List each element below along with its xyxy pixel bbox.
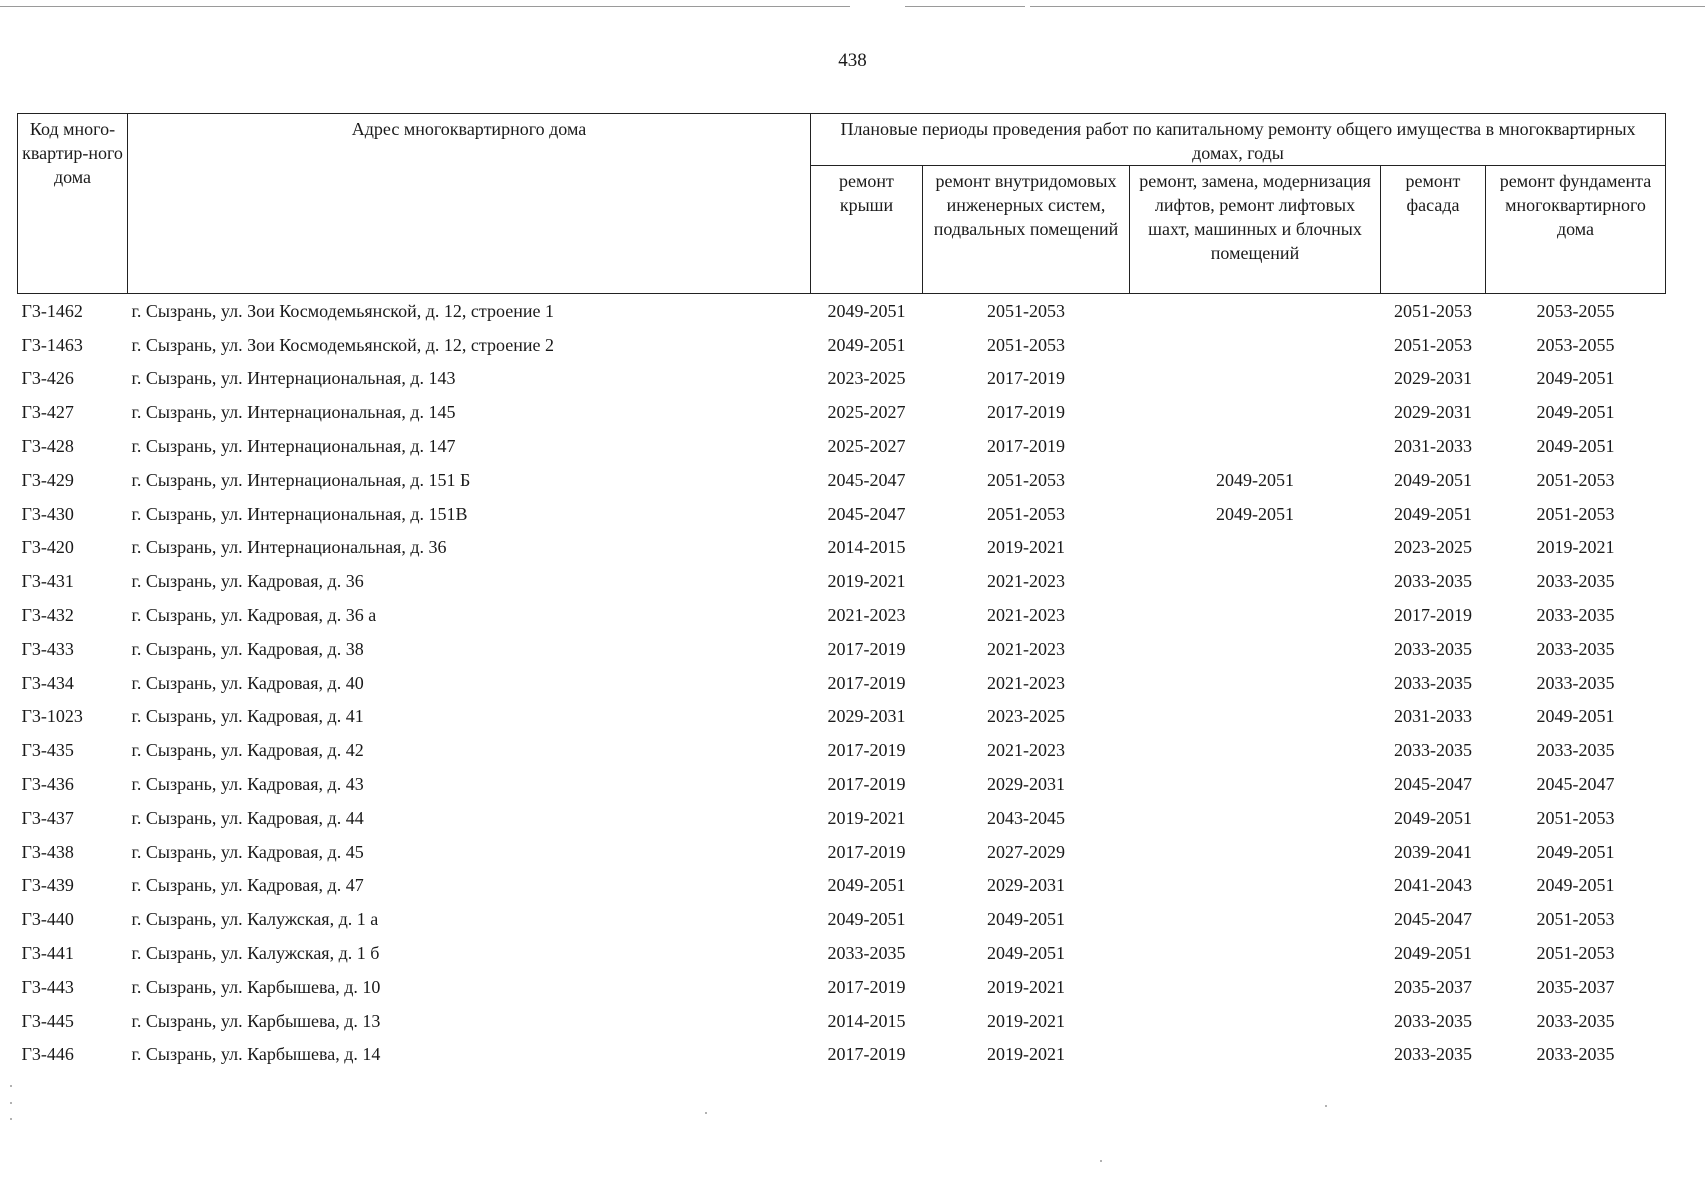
house-code: Г3-434 bbox=[21, 672, 74, 693]
house-code: Г3-429 bbox=[21, 469, 74, 490]
house-code: Г3-438 bbox=[21, 841, 74, 862]
house-code: Г3-441 bbox=[21, 943, 74, 964]
roof-repair-period: 2045-2047 bbox=[827, 469, 906, 490]
lift-repair-period bbox=[1130, 902, 1381, 936]
lift-repair-period bbox=[1130, 666, 1381, 700]
systems-repair-period: 2027-2029 bbox=[987, 841, 1065, 862]
table-row bbox=[18, 1038, 1666, 1072]
foundation-repair-period: 2033-2035 bbox=[1536, 571, 1615, 592]
house-address: г. Сызрань, ул. Кадровая, д. 41 bbox=[131, 706, 364, 727]
systems-repair-period: 2051-2053 bbox=[987, 334, 1065, 355]
systems-repair-period: 2051-2053 bbox=[987, 300, 1065, 321]
foundation-repair-period: 2035-2037 bbox=[1536, 976, 1615, 997]
table-row bbox=[18, 869, 1666, 903]
lift-repair-period bbox=[1130, 632, 1381, 666]
house-code: Г3-420 bbox=[21, 537, 74, 558]
roof-repair-period: 2049-2051 bbox=[827, 909, 906, 930]
facade-repair-period: 2049-2051 bbox=[1394, 503, 1472, 524]
house-code: Г3-445 bbox=[21, 1010, 74, 1031]
roof-repair-period: 2049-2051 bbox=[827, 300, 906, 321]
header-planned-periods: Плановые периоды проведения работ по капитальному ремонту общего имущества в многоквартирных домах, годы bbox=[811, 114, 1666, 166]
systems-repair-period: 2029-2031 bbox=[987, 774, 1065, 795]
foundation-repair-period: 2051-2053 bbox=[1536, 909, 1615, 930]
scan-speck bbox=[10, 1118, 12, 1120]
roof-repair-period: 2014-2015 bbox=[827, 1010, 906, 1031]
facade-repair-period: 2049-2051 bbox=[1394, 807, 1472, 828]
roof-repair-period: 2017-2019 bbox=[827, 841, 906, 862]
house-address: г. Сызрань, ул. Зои Космодемьянской, д. 12, строение 2 bbox=[131, 334, 554, 355]
systems-repair-period: 2049-2051 bbox=[987, 943, 1065, 964]
lift-repair-period bbox=[1130, 869, 1381, 903]
table-row bbox=[18, 497, 1666, 531]
table-row bbox=[18, 936, 1666, 970]
roof-repair-period: 2025-2027 bbox=[827, 402, 906, 423]
table-row bbox=[18, 1004, 1666, 1038]
capital-repair-table bbox=[17, 113, 1666, 1071]
facade-repair-period: 2033-2035 bbox=[1394, 571, 1472, 592]
facade-repair-period: 2031-2033 bbox=[1394, 706, 1472, 727]
house-address: г. Сызрань, ул. Зои Космодемьянской, д. 12, строение 1 bbox=[131, 300, 554, 321]
roof-repair-period: 2045-2047 bbox=[827, 503, 906, 524]
house-address: г. Сызрань, ул. Интернациональная, д. 151В bbox=[131, 503, 468, 524]
lift-repair-period bbox=[1130, 362, 1381, 396]
facade-repair-period: 2049-2051 bbox=[1394, 469, 1472, 490]
scan-speck bbox=[10, 1085, 12, 1087]
roof-repair-period: 2025-2027 bbox=[827, 436, 906, 457]
house-address: г. Сызрань, ул. Карбышева, д. 13 bbox=[131, 1010, 381, 1031]
foundation-repair-period: 2049-2051 bbox=[1536, 706, 1615, 727]
facade-repair-period: 2035-2037 bbox=[1394, 976, 1472, 997]
house-code: Г3-426 bbox=[21, 368, 74, 389]
scan-edge-line bbox=[905, 6, 1025, 7]
table-row bbox=[18, 395, 1666, 429]
table-row bbox=[18, 328, 1666, 362]
lift-repair-period bbox=[1130, 1038, 1381, 1072]
facade-repair-period: 2033-2035 bbox=[1394, 638, 1472, 659]
foundation-repair-period: 2033-2035 bbox=[1536, 605, 1615, 626]
systems-repair-period: 2021-2023 bbox=[987, 605, 1065, 626]
systems-repair-period: 2043-2045 bbox=[987, 807, 1065, 828]
lift-repair-period bbox=[1130, 1004, 1381, 1038]
roof-repair-period: 2017-2019 bbox=[827, 638, 906, 659]
facade-repair-period: 2029-2031 bbox=[1394, 402, 1472, 423]
header-roof: ремонт крыши bbox=[811, 166, 923, 294]
systems-repair-period: 2051-2053 bbox=[987, 503, 1065, 524]
table-row bbox=[18, 362, 1666, 396]
foundation-repair-period: 2049-2051 bbox=[1536, 402, 1615, 423]
table-row bbox=[18, 463, 1666, 497]
house-code: Г3-437 bbox=[21, 807, 74, 828]
house-address: г. Сызрань, ул. Калужская, д. 1 а bbox=[131, 909, 379, 930]
lift-repair-period bbox=[1130, 700, 1381, 734]
lift-repair-period bbox=[1130, 395, 1381, 429]
facade-repair-period: 2033-2035 bbox=[1394, 672, 1472, 693]
foundation-repair-period: 2033-2035 bbox=[1536, 740, 1615, 761]
systems-repair-period: 2017-2019 bbox=[987, 368, 1065, 389]
systems-repair-period: 2051-2053 bbox=[987, 469, 1065, 490]
roof-repair-period: 2023-2025 bbox=[827, 368, 906, 389]
table-row bbox=[18, 700, 1666, 734]
header-systems: ремонт внутридомовых инженерных систем, подвальных помещений bbox=[923, 166, 1130, 294]
scan-speck bbox=[1100, 1160, 1102, 1162]
table-row bbox=[18, 835, 1666, 869]
house-address: г. Сызрань, ул. Кадровая, д. 44 bbox=[131, 807, 364, 828]
lift-repair-period bbox=[1130, 294, 1381, 328]
house-code: Г3-1023 bbox=[21, 706, 83, 727]
house-code: Г3-1463 bbox=[21, 334, 83, 355]
table-row bbox=[18, 294, 1666, 328]
lift-repair-period bbox=[1130, 531, 1381, 565]
house-address: г. Сызрань, ул. Карбышева, д. 14 bbox=[131, 1044, 381, 1065]
house-address: г. Сызрань, ул. Интернациональная, д. 143 bbox=[131, 368, 456, 389]
scan-speck bbox=[1325, 1105, 1327, 1107]
house-address: г. Сызрань, ул. Интернациональная, д. 147 bbox=[131, 436, 456, 457]
house-code: Г3-436 bbox=[21, 774, 74, 795]
roof-repair-period: 2017-2019 bbox=[827, 740, 906, 761]
scan-speck bbox=[705, 1112, 707, 1114]
lift-repair-period bbox=[1130, 733, 1381, 767]
foundation-repair-period: 2033-2035 bbox=[1536, 638, 1615, 659]
roof-repair-period: 2029-2031 bbox=[827, 706, 906, 727]
facade-repair-period: 2051-2053 bbox=[1394, 300, 1472, 321]
house-address: г. Сызрань, ул. Интернациональная, д. 145 bbox=[131, 402, 456, 423]
foundation-repair-period: 2053-2055 bbox=[1536, 334, 1615, 355]
house-code: Г3-435 bbox=[21, 740, 74, 761]
systems-repair-period: 2021-2023 bbox=[987, 571, 1065, 592]
table-row bbox=[18, 733, 1666, 767]
foundation-repair-period: 2045-2047 bbox=[1536, 774, 1615, 795]
lift-repair-period bbox=[1130, 598, 1381, 632]
systems-repair-period: 2019-2021 bbox=[987, 1010, 1065, 1031]
house-address: г. Сызрань, ул. Кадровая, д. 40 bbox=[131, 672, 364, 693]
facade-repair-period: 2017-2019 bbox=[1394, 605, 1472, 626]
house-code: Г3-443 bbox=[21, 976, 74, 997]
scan-edge-line bbox=[0, 6, 850, 7]
roof-repair-period: 2017-2019 bbox=[827, 976, 906, 997]
systems-repair-period: 2021-2023 bbox=[987, 638, 1065, 659]
house-code: Г3-430 bbox=[21, 503, 74, 524]
roof-repair-period: 2019-2021 bbox=[827, 807, 906, 828]
facade-repair-period: 2041-2043 bbox=[1394, 875, 1472, 896]
lift-repair-period bbox=[1130, 328, 1381, 362]
foundation-repair-period: 2051-2053 bbox=[1536, 943, 1615, 964]
table-row bbox=[18, 598, 1666, 632]
lift-repair-period bbox=[1130, 564, 1381, 598]
foundation-repair-period: 2033-2035 bbox=[1536, 1044, 1615, 1065]
systems-repair-period: 2029-2031 bbox=[987, 875, 1065, 896]
table-row bbox=[18, 531, 1666, 565]
header-facade: ремонт фасада bbox=[1381, 166, 1486, 294]
house-code: Г3-427 bbox=[21, 402, 74, 423]
table-row bbox=[18, 767, 1666, 801]
roof-repair-period: 2017-2019 bbox=[827, 774, 906, 795]
systems-repair-period: 2017-2019 bbox=[987, 402, 1065, 423]
table-row bbox=[18, 801, 1666, 835]
roof-repair-period: 2017-2019 bbox=[827, 672, 906, 693]
systems-repair-period: 2019-2021 bbox=[987, 537, 1065, 558]
table-row bbox=[18, 970, 1666, 1004]
scan-speck bbox=[10, 1102, 12, 1104]
roof-repair-period: 2033-2035 bbox=[827, 943, 906, 964]
roof-repair-period: 2014-2015 bbox=[827, 537, 906, 558]
page-number: 438 bbox=[838, 50, 867, 71]
roof-repair-period: 2049-2051 bbox=[827, 334, 906, 355]
house-address: г. Сызрань, ул. Кадровая, д. 42 bbox=[131, 740, 364, 761]
foundation-repair-period: 2053-2055 bbox=[1536, 300, 1615, 321]
foundation-repair-period: 2019-2021 bbox=[1536, 537, 1615, 558]
lift-repair-period bbox=[1130, 970, 1381, 1004]
house-code: Г3-432 bbox=[21, 605, 74, 626]
house-address: г. Сызрань, ул. Интернациональная, д. 36 bbox=[131, 537, 447, 558]
lift-repair-period: 2049-2051 bbox=[1216, 469, 1294, 490]
foundation-repair-period: 2049-2051 bbox=[1536, 875, 1615, 896]
table-body bbox=[18, 294, 1666, 1072]
foundation-repair-period: 2049-2051 bbox=[1536, 841, 1615, 862]
header-foundation: ремонт фундамента многоквартирного дома bbox=[1486, 166, 1666, 294]
roof-repair-period: 2019-2021 bbox=[827, 571, 906, 592]
lift-repair-period bbox=[1130, 767, 1381, 801]
table-row bbox=[18, 666, 1666, 700]
house-address: г. Сызрань, ул. Кадровая, д. 38 bbox=[131, 638, 364, 659]
header-code: Код много-квартир-ного дома bbox=[18, 114, 128, 294]
foundation-repair-period: 2051-2053 bbox=[1536, 503, 1615, 524]
header-address: Адрес многоквартирного дома bbox=[128, 114, 811, 294]
roof-repair-period: 2049-2051 bbox=[827, 875, 906, 896]
facade-repair-period: 2045-2047 bbox=[1394, 909, 1472, 930]
house-address: г. Сызрань, ул. Интернациональная, д. 151 Б bbox=[131, 469, 471, 490]
foundation-repair-period: 2049-2051 bbox=[1536, 368, 1615, 389]
house-address: г. Сызрань, ул. Кадровая, д. 45 bbox=[131, 841, 364, 862]
facade-repair-period: 2033-2035 bbox=[1394, 1044, 1472, 1065]
facade-repair-period: 2029-2031 bbox=[1394, 368, 1472, 389]
lift-repair-period bbox=[1130, 936, 1381, 970]
foundation-repair-period: 2033-2035 bbox=[1536, 672, 1615, 693]
roof-repair-period: 2021-2023 bbox=[827, 605, 906, 626]
house-address: г. Сызрань, ул. Калужская, д. 1 б bbox=[131, 943, 380, 964]
house-code: Г3-433 bbox=[21, 638, 74, 659]
foundation-repair-period: 2051-2053 bbox=[1536, 469, 1615, 490]
facade-repair-period: 2051-2053 bbox=[1394, 334, 1472, 355]
house-code: Г3-440 bbox=[21, 909, 74, 930]
lift-repair-period bbox=[1130, 835, 1381, 869]
house-address: г. Сызрань, ул. Кадровая, д. 36 bbox=[131, 571, 364, 592]
house-address: г. Сызрань, ул. Карбышева, д. 10 bbox=[131, 976, 381, 997]
scan-edge-line bbox=[1030, 6, 1705, 7]
foundation-repair-period: 2033-2035 bbox=[1536, 1010, 1615, 1031]
header-lifts: ремонт, замена, модернизация лифтов, ремонт лифтовых шахт, машинных и блочных помещений bbox=[1130, 166, 1381, 294]
systems-repair-period: 2049-2051 bbox=[987, 909, 1065, 930]
house-code: Г3-1462 bbox=[21, 300, 83, 321]
house-address: г. Сызрань, ул. Кадровая, д. 43 bbox=[131, 774, 364, 795]
table-header bbox=[18, 114, 1666, 294]
house-address: г. Сызрань, ул. Кадровая, д. 36 а bbox=[131, 605, 377, 626]
lift-repair-period: 2049-2051 bbox=[1216, 503, 1294, 524]
foundation-repair-period: 2049-2051 bbox=[1536, 436, 1615, 457]
systems-repair-period: 2017-2019 bbox=[987, 436, 1065, 457]
facade-repair-period: 2033-2035 bbox=[1394, 740, 1472, 761]
facade-repair-period: 2049-2051 bbox=[1394, 943, 1472, 964]
facade-repair-period: 2031-2033 bbox=[1394, 436, 1472, 457]
lift-repair-period bbox=[1130, 429, 1381, 463]
table-row bbox=[18, 564, 1666, 598]
table-row bbox=[18, 429, 1666, 463]
table-row bbox=[18, 902, 1666, 936]
facade-repair-period: 2039-2041 bbox=[1394, 841, 1472, 862]
house-code: Г3-428 bbox=[21, 436, 74, 457]
facade-repair-period: 2033-2035 bbox=[1394, 1010, 1472, 1031]
house-code: Г3-439 bbox=[21, 875, 74, 896]
table-row bbox=[18, 632, 1666, 666]
roof-repair-period: 2017-2019 bbox=[827, 1044, 906, 1065]
systems-repair-period: 2021-2023 bbox=[987, 672, 1065, 693]
foundation-repair-period: 2051-2053 bbox=[1536, 807, 1615, 828]
house-address: г. Сызрань, ул. Кадровая, д. 47 bbox=[131, 875, 364, 896]
facade-repair-period: 2023-2025 bbox=[1394, 537, 1472, 558]
systems-repair-period: 2023-2025 bbox=[987, 706, 1065, 727]
facade-repair-period: 2045-2047 bbox=[1394, 774, 1472, 795]
systems-repair-period: 2019-2021 bbox=[987, 976, 1065, 997]
systems-repair-period: 2021-2023 bbox=[987, 740, 1065, 761]
systems-repair-period: 2019-2021 bbox=[987, 1044, 1065, 1065]
lift-repair-period bbox=[1130, 801, 1381, 835]
house-code: Г3-446 bbox=[21, 1044, 74, 1065]
house-code: Г3-431 bbox=[21, 571, 74, 592]
